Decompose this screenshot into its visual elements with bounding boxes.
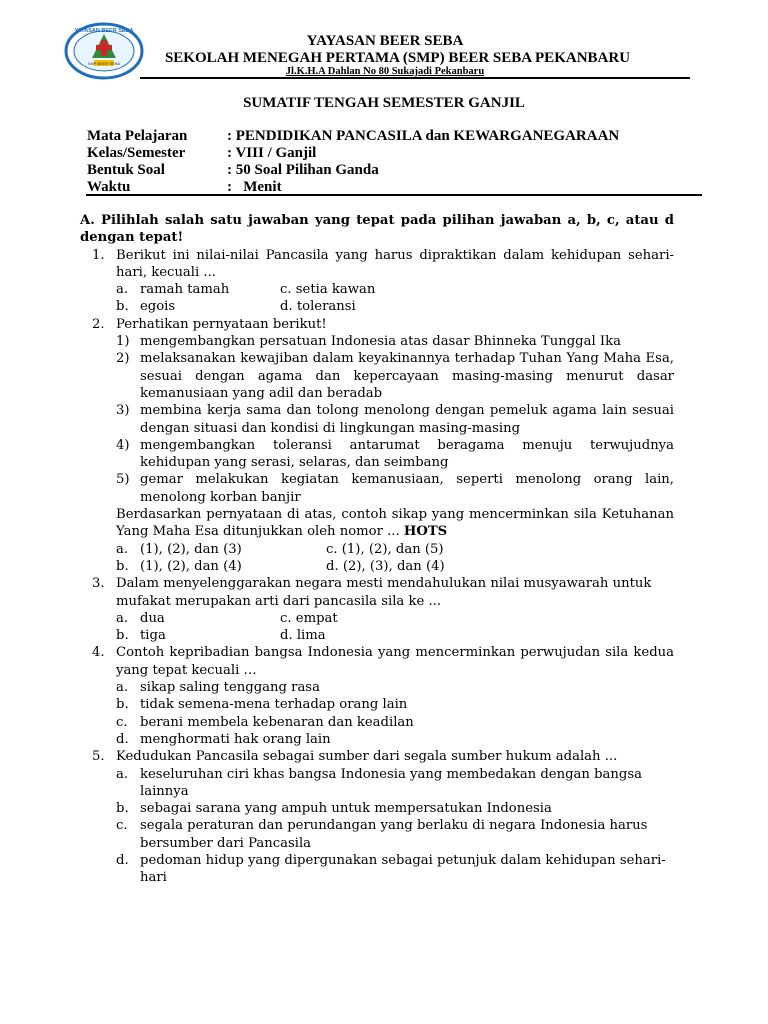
option-row[interactable]: [80, 852, 674, 887]
svg-text:YAYASAN BEER SEBA: YAYASAN BEER SEBA: [74, 28, 134, 34]
option-c: segala peraturan dan perundangan yang berlaku di negara Indonesia harus bersumber dari Pancasila: [140, 818, 648, 851]
option-c[interactable]: c. setia kawan: [280, 282, 376, 298]
statement-text: gemar melakukan kegiatan kemanusiaan, seperti menolong orang lain, menolong korban banjir: [140, 472, 674, 505]
option-letter: a.: [116, 766, 129, 782]
option-letter: b.: [116, 299, 129, 315]
question-4: [80, 644, 674, 679]
option-letter: d.: [116, 731, 129, 747]
hots-tag: HOTS: [403, 524, 448, 540]
statement-item: [80, 437, 674, 472]
option-letter: b.: [116, 801, 129, 817]
question-1: [80, 247, 674, 282]
exam-meta: [87, 128, 619, 196]
option-letter: c.: [116, 714, 128, 730]
question-body: [80, 212, 674, 887]
option-d[interactable]: d. (2), (3), dan (4): [326, 558, 445, 574]
option-row[interactable]: [80, 714, 674, 731]
option-d[interactable]: d. lima: [280, 628, 326, 644]
option-a: sikap saling tenggang rasa: [140, 680, 320, 696]
exam-title: SUMATIF TENGAH SEMESTER GANJIL: [243, 95, 525, 111]
option-c[interactable]: c. (1), (2), dan (5): [326, 541, 444, 557]
meta-value: : Menit: [227, 179, 282, 195]
question-prompt: [80, 506, 674, 541]
meta-value: : 50 Soal Pilihan Ganda: [227, 162, 379, 178]
option-letter: d.: [116, 852, 129, 868]
options-row: [80, 541, 674, 558]
question-text: Contoh kepribadian bangsa Indonesia yang mencerminkan perwujudan sila kedua yang tepat kecuali …: [116, 645, 674, 678]
option-row[interactable]: [80, 679, 674, 696]
meta-value: : PENDIDIKAN PANCASILA dan KEWARGANEGARAAN: [227, 128, 620, 144]
option-letter: a.: [116, 610, 129, 626]
statement-number: 5): [116, 472, 130, 488]
question-text: Kedudukan Pancasila sebagai sumber dari segala sumber hukum adalah ...: [116, 749, 618, 765]
foundation-name: YAYASAN BEER SEBA: [306, 33, 464, 49]
statement-text: membina kerja sama dan tolong menolong dengan pemeluk agama lain sesuai dengan situasi dan kondisi di lingkungan masing-masing: [140, 403, 674, 436]
school-name: SEKOLAH MENEGAH PERTAMA (SMP) BEER SEBA PEKANBARU: [164, 50, 631, 66]
question-3: [80, 575, 674, 610]
question-number: 3.: [92, 576, 105, 592]
option-letter: c.: [116, 818, 128, 834]
option-d: menghormati hak orang lain: [140, 731, 331, 747]
option-letter: b.: [116, 697, 129, 713]
question-number: 4.: [92, 645, 105, 661]
statement-number: 4): [116, 437, 130, 453]
statement-number: 3): [116, 403, 130, 419]
question-text: Perhatikan pernyataan berikut!: [116, 316, 327, 332]
option-d: pedoman hidup yang dipergunakan sebagai petunjuk dalam kehidupan sehari-hari: [140, 852, 666, 886]
svg-text:SMP BEER SEBA: SMP BEER SEBA: [87, 61, 121, 66]
letterhead-divider: [140, 77, 690, 79]
question-number: 2.: [92, 316, 105, 332]
option-c: berani membela kebenaran dan keadilan: [140, 714, 414, 730]
question-number: 1.: [92, 247, 105, 263]
statement-text: mengembangkan persatuan Indonesia atas dasar Bhinneka Tunggal Ika: [140, 334, 621, 350]
options-row: [80, 610, 674, 627]
option-a[interactable]: (1), (2), dan (3): [140, 541, 242, 557]
question-text: Dalam menyelenggarakan negara mesti mendahulukan nilai musyawarah untuk mufakat merupakan arti dari pancasila sila ke ...: [116, 576, 652, 609]
statement-text: mengembangkan toleransi antarumat beragama menuju terwujudnya kehidupan yang serasi, selaras, dan seimbang: [140, 437, 674, 471]
meta-label: Waktu: [87, 179, 131, 195]
option-b: sebagai sarana yang ampuh untuk mempersatukan Indonesia: [140, 801, 552, 817]
option-row[interactable]: [80, 817, 674, 852]
options-row: [80, 281, 674, 298]
option-b[interactable]: (1), (2), dan (4): [140, 558, 242, 574]
option-a: keseluruhan ciri khas bangsa Indonesia yang membedakan dengan bangsa lainnya: [140, 766, 642, 799]
option-row[interactable]: [80, 696, 674, 713]
statement-item: [80, 471, 674, 506]
question-2: [80, 316, 674, 333]
school-address: Jl.K.H.A Dahlan No 80 Sukajadi Pekanbaru: [285, 66, 485, 77]
instruction: A. Pilihlah salah satu jawaban yang tepat pada pilihan jawaban a, b, c, atau d dengan tepat!: [80, 213, 674, 246]
option-a[interactable]: ramah tamah: [140, 282, 230, 298]
option-b: tidak semena-mena terhadap orang lain: [140, 697, 408, 713]
option-row[interactable]: [80, 800, 674, 817]
statement-item: [80, 402, 674, 437]
option-d[interactable]: d. toleransi: [280, 299, 356, 315]
options-row: [80, 558, 674, 575]
statement-number: 2): [116, 351, 130, 367]
meta-divider: [86, 194, 702, 196]
school-logo: [64, 22, 144, 80]
option-letter: a.: [116, 282, 129, 298]
option-row[interactable]: [80, 766, 674, 801]
statement-item: [80, 333, 674, 350]
options-row: [80, 627, 674, 644]
option-letter: a.: [116, 680, 129, 696]
question-5: [80, 748, 674, 765]
option-b[interactable]: egois: [140, 299, 176, 315]
option-letter: a.: [116, 541, 129, 557]
statement-number: 1): [116, 334, 130, 350]
meta-value: : VIII / Ganjil: [227, 145, 317, 161]
meta-label: Bentuk Soal: [87, 162, 165, 178]
options-row: [80, 298, 674, 315]
option-b[interactable]: tiga: [140, 628, 166, 644]
meta-label: Kelas/Semester: [87, 145, 186, 161]
question-text: Berikut ini nilai-nilai Pancasila yang harus dipraktikan dalam kehidupan sehari-hari, kecuali ...: [116, 247, 674, 280]
option-c[interactable]: c. empat: [280, 610, 338, 626]
meta-row-type: [87, 162, 619, 179]
option-row[interactable]: [80, 731, 674, 748]
statement-text: melaksanakan kewajiban dalam keyakinannya terhadap Tuhan Yang Maha Esa, sesuai dengan agama dan kepercayaan masing-masing menurut dasar kemanusiaan yang adil dan beradab: [140, 351, 674, 401]
statement-item: [80, 350, 674, 402]
option-letter: b.: [116, 558, 129, 574]
prompt-text: Berdasarkan pernyataan di atas, contoh sikap yang mencerminkan sila Ketuhanan Yang Maha Esa ditunjukkan oleh nomor ...: [116, 507, 674, 540]
question-number: 5.: [92, 749, 105, 765]
option-a[interactable]: dua: [140, 610, 165, 626]
meta-row-subject: [87, 128, 619, 145]
meta-label: Mata Pelajaran: [87, 128, 188, 144]
meta-row-class: [87, 145, 619, 162]
option-letter: b.: [116, 628, 129, 644]
